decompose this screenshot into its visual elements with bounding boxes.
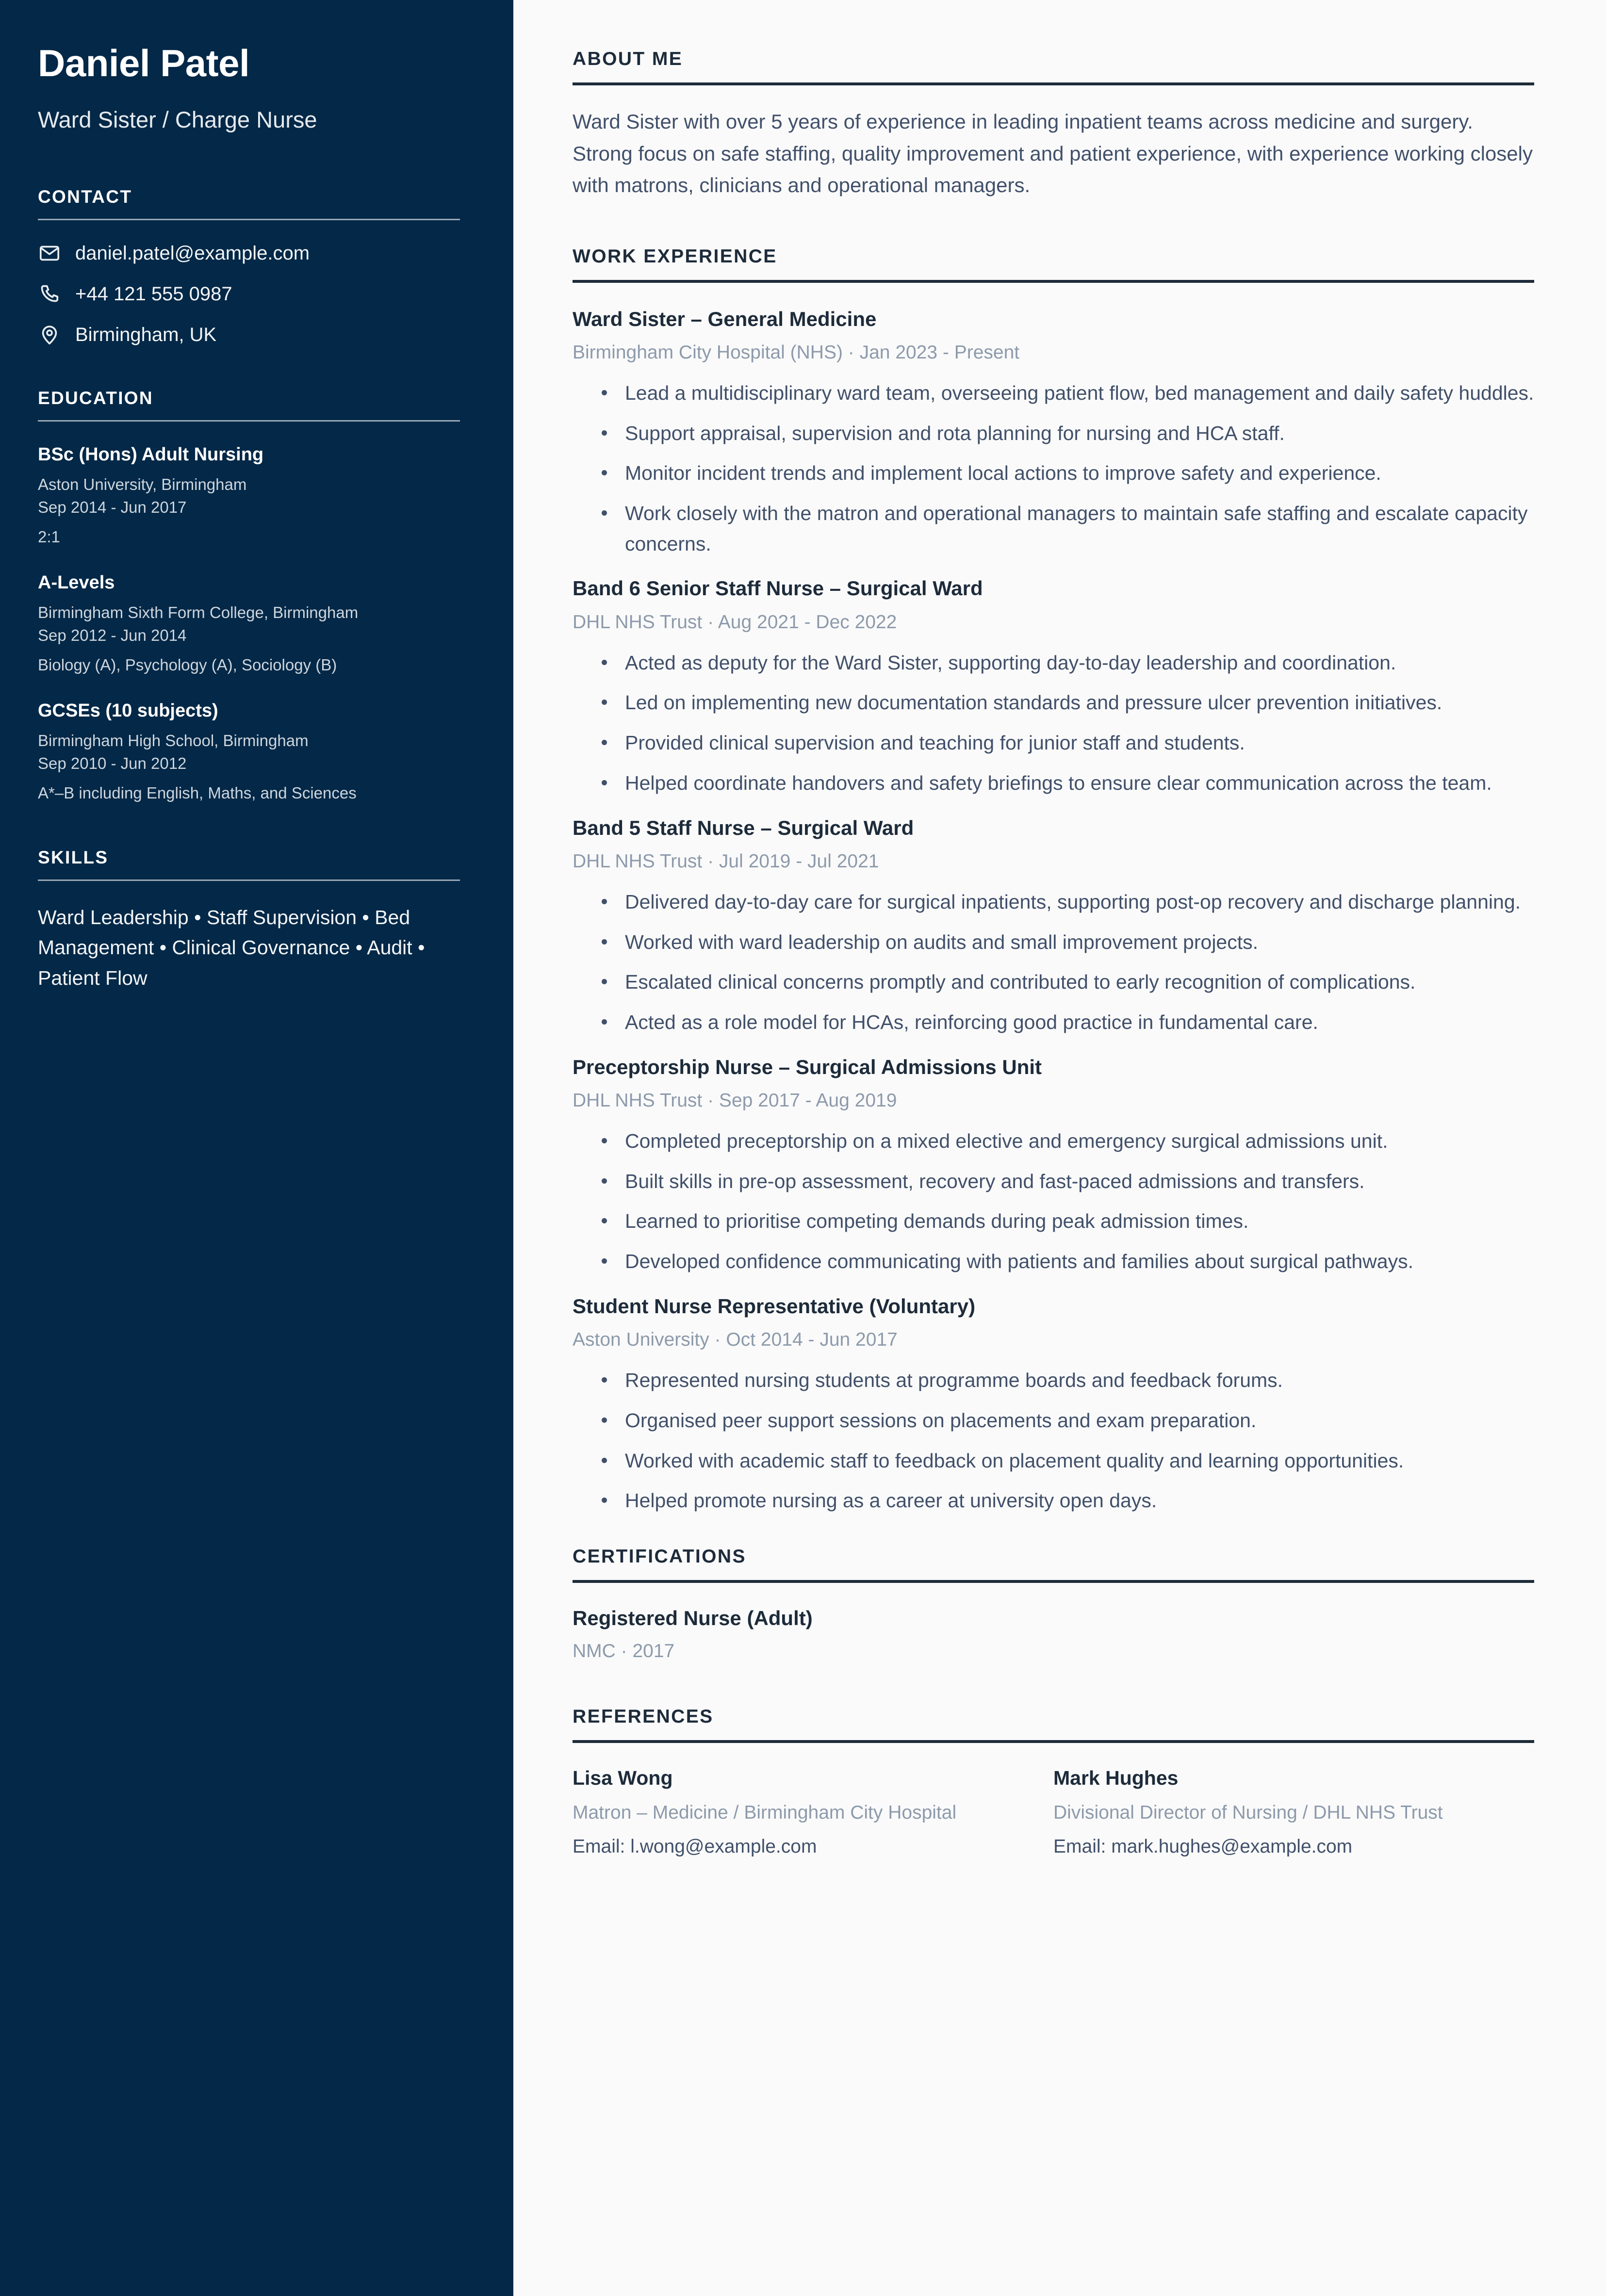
education-grade: A*–B including English, Maths, and Sciences xyxy=(38,784,357,802)
contact-item-phone[interactable] xyxy=(38,282,460,306)
education-divider xyxy=(38,420,460,422)
education-institution: Birmingham Sixth Form College, Birmingham xyxy=(38,603,359,622)
references-section xyxy=(573,1706,1534,1860)
reference-name: Mark Hughes xyxy=(1053,1767,1179,1790)
certification-list xyxy=(573,1605,1534,1663)
job-title: Preceptorship Nurse – Surgical Admissions Unit xyxy=(573,1055,1042,1078)
education-dates: Sep 2010 - Jun 2012 xyxy=(38,754,187,773)
job-meta: Birmingham City Hospital (NHS) · Jan 2023 - Present xyxy=(573,342,1020,363)
candidate-name: Daniel Patel xyxy=(38,42,250,84)
location-pin-icon xyxy=(38,323,61,346)
job-bullets xyxy=(573,1126,1534,1277)
references-divider xyxy=(573,1740,1534,1743)
reference-list xyxy=(573,1765,1534,1860)
job-bullets xyxy=(573,887,1534,1038)
job-bullet: Helped coordinate handovers and safety briefings to ensure clear communication across the team. xyxy=(602,768,1534,798)
job-bullet: Work closely with the matron and operational managers to maintain safe staffing and escalate capacity concerns. xyxy=(602,498,1534,559)
job-bullet: Completed preceptorship on a mixed elective and emergency surgical admissions unit. xyxy=(602,1126,1534,1156)
education-degree: GCSEs (10 subjects) xyxy=(38,700,218,721)
contact-list xyxy=(38,242,460,346)
reference-role: Divisional Director of Nursing / DHL NHS Trust xyxy=(1053,1802,1443,1823)
job-bullet: Lead a multidisciplinary ward team, overseeing patient flow, bed management and daily safety huddles. xyxy=(602,378,1534,408)
reference-item xyxy=(1053,1765,1534,1860)
education-section xyxy=(38,388,460,805)
job-list xyxy=(573,306,1534,1516)
education-item xyxy=(38,571,460,677)
reference-role: Matron – Medicine / Birmingham City Hospital xyxy=(573,1802,957,1823)
job-entry xyxy=(573,575,1534,798)
job-meta: Aston University · Oct 2014 - Jun 2017 xyxy=(573,1329,898,1351)
education-degree: A-Levels xyxy=(38,572,115,593)
job-meta: DHL NHS Trust · Aug 2021 - Dec 2022 xyxy=(573,612,897,633)
job-bullet: Helped promote nursing as a career at university open days. xyxy=(602,1485,1534,1516)
reference-email[interactable]: Email: mark.hughes@example.com xyxy=(1053,1836,1353,1857)
contact-item-email[interactable] xyxy=(38,242,460,265)
main-content xyxy=(513,0,1606,2296)
job-title: Student Nurse Representative (Voluntary) xyxy=(573,1294,976,1318)
certifications-section xyxy=(573,1546,1534,1663)
job-bullet: Support appraisal, supervision and rota planning for nursing and HCA staff. xyxy=(602,418,1534,449)
contact-phone-text: +44 121 555 0987 xyxy=(75,283,232,305)
certification-name: Registered Nurse (Adult) xyxy=(573,1607,813,1630)
certifications-divider xyxy=(573,1580,1534,1583)
certification-meta: NMC · 2017 xyxy=(573,1640,675,1661)
work-experience-divider xyxy=(573,280,1534,283)
job-entry xyxy=(573,1293,1534,1516)
skills-text: Ward Leadership • Staff Supervision • Bed Management • Clinical Governance • Audit • Patient Flow xyxy=(38,906,425,989)
job-bullet: Delivered day-to-day care for surgical inpatients, supporting post-op recovery and discharge planning. xyxy=(602,887,1534,917)
job-title: Ward Sister – General Medicine xyxy=(573,307,877,330)
mail-icon xyxy=(38,242,61,265)
education-item xyxy=(38,699,460,805)
education-grade: 2:1 xyxy=(38,528,60,546)
reference-email[interactable]: Email: l.wong@example.com xyxy=(573,1836,817,1857)
skills-divider xyxy=(38,879,460,881)
job-bullet: Led on implementing new documentation standards and pressure ulcer prevention initiatives. xyxy=(602,687,1534,718)
skills-heading: SKILLS xyxy=(38,847,109,867)
job-bullet: Acted as deputy for the Ward Sister, supporting day-to-day leadership and coordination. xyxy=(602,648,1534,678)
job-meta: DHL NHS Trust · Jul 2019 - Jul 2021 xyxy=(573,851,879,872)
job-bullet: Organised peer support sessions on placements and exam preparation. xyxy=(602,1405,1534,1436)
about-divider xyxy=(573,82,1534,85)
job-bullet: Developed confidence communicating with patients and families about surgical pathways. xyxy=(602,1246,1534,1277)
contact-divider xyxy=(38,219,460,220)
about-heading: ABOUT ME xyxy=(573,49,683,69)
job-bullet: Represented nursing students at programme boards and feedback forums. xyxy=(602,1365,1534,1396)
education-degree: BSc (Hons) Adult Nursing xyxy=(38,444,264,465)
contact-section xyxy=(38,187,460,346)
job-bullet: Monitor incident trends and implement local actions to improve safety and experience. xyxy=(602,458,1534,489)
job-title: Band 5 Staff Nurse – Surgical Ward xyxy=(573,816,914,839)
references-heading: REFERENCES xyxy=(573,1706,714,1727)
job-bullet: Escalated clinical concerns promptly and contributed to early recognition of complications. xyxy=(602,967,1534,997)
job-entry xyxy=(573,306,1534,559)
skills-section xyxy=(38,847,460,993)
certification-item xyxy=(573,1605,1534,1663)
job-bullet: Provided clinical supervision and teaching for junior staff and students. xyxy=(602,728,1534,758)
education-heading: EDUCATION xyxy=(38,388,153,408)
certifications-heading: CERTIFICATIONS xyxy=(573,1546,746,1567)
job-bullet: Learned to prioritise competing demands during peak admission times. xyxy=(602,1206,1534,1237)
education-institution: Birmingham High School, Birmingham xyxy=(38,732,309,750)
education-institution: Aston University, Birmingham xyxy=(38,475,247,494)
candidate-role: Ward Sister / Charge Nurse xyxy=(38,107,317,133)
job-bullet: Built skills in pre-op assessment, recovery and fast-paced admissions and transfers. xyxy=(602,1166,1534,1197)
job-bullet: Worked with ward leadership on audits and small improvement projects. xyxy=(602,927,1534,958)
education-dates: Sep 2014 - Jun 2017 xyxy=(38,498,187,517)
job-bullets xyxy=(573,1365,1534,1516)
about-text: Ward Sister with over 5 years of experience in leading inpatient teams across medicine and surgery. Strong focus on safe staffing, quality improvement and patient experience, with experience working closely with matrons, clinicians and operational managers. xyxy=(573,110,1533,197)
job-bullet: Worked with academic staff to feedback on placement quality and learning opportunities. xyxy=(602,1446,1534,1476)
job-entry xyxy=(573,1054,1534,1277)
job-bullet: Acted as a role model for HCAs, reinforcing good practice in fundamental care. xyxy=(602,1007,1534,1038)
phone-icon xyxy=(38,282,61,306)
contact-heading: CONTACT xyxy=(38,186,132,207)
education-dates: Sep 2012 - Jun 2014 xyxy=(38,626,187,645)
job-title: Band 6 Senior Staff Nurse – Surgical Ward xyxy=(573,577,983,600)
work-experience-heading: WORK EXPERIENCE xyxy=(573,245,777,267)
education-item xyxy=(38,443,460,549)
education-list xyxy=(38,443,460,805)
reference-item xyxy=(573,1765,1053,1860)
sidebar xyxy=(0,0,513,2296)
work-experience-section xyxy=(573,246,1534,1516)
job-meta: DHL NHS Trust · Sep 2017 - Aug 2019 xyxy=(573,1090,897,1111)
contact-location-text: Birmingham, UK xyxy=(75,324,217,345)
about-section xyxy=(573,49,1534,201)
job-entry xyxy=(573,815,1534,1038)
education-grade: Biology (A), Psychology (A), Sociology (B) xyxy=(38,656,337,674)
reference-name: Lisa Wong xyxy=(573,1767,673,1790)
job-bullets xyxy=(573,648,1534,798)
job-bullets xyxy=(573,378,1534,559)
contact-email-text: daniel.patel@example.com xyxy=(75,242,310,264)
contact-item-location[interactable] xyxy=(38,323,460,346)
